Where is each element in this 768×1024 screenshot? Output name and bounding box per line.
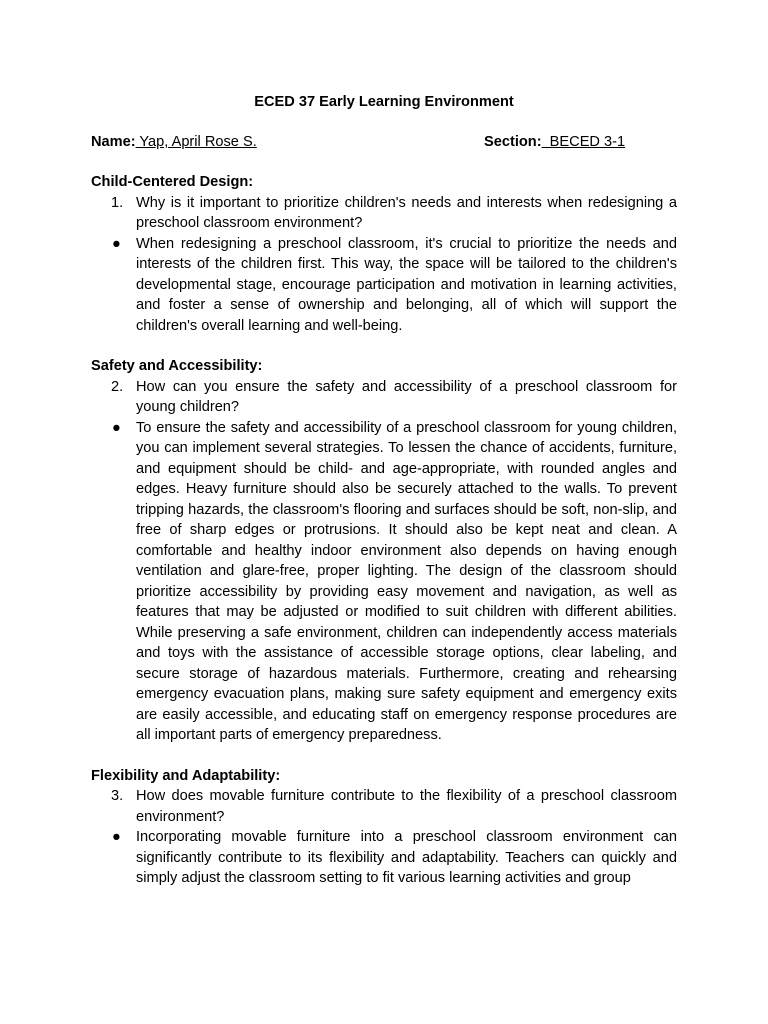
section-heading: Flexibility and Adaptability: xyxy=(91,767,281,784)
question-item xyxy=(91,193,677,234)
question-text: How does movable furniture contribute to the flexibility of a preschool classroom environment? xyxy=(136,788,677,825)
bullet-icon: ● xyxy=(112,829,121,845)
section-child-centered-design xyxy=(91,172,677,336)
section-heading: Child-Centered Design: xyxy=(91,174,254,190)
question-item xyxy=(91,786,677,827)
question-number: 2. xyxy=(111,378,124,395)
section-flexibility-adaptability xyxy=(91,766,677,889)
section-heading: Safety and Accessibility: xyxy=(91,358,263,374)
document-page xyxy=(91,92,677,909)
answer-item xyxy=(91,234,677,337)
name-value: Yap, April Rose S. xyxy=(135,134,257,150)
answer-text: To ensure the safety and accessibility of a preschool classroom for young children, you can implement several strategies. To lessen the chance of accidents, furniture, and equipment should be child- and age-appropriate, with rounded angles and edges. Heavy furniture should also be securely attached to the walls. To prevent tripping hazards, the classroom's flooring and surfaces should be soft, non-slip, and free of sharp edges or protrusions. It should also be kept neat and clean. A comfortable and healthy indoor environment also depends on having enough ventilation and glare-free, proper lighting. The design of the classroom should prioritize accessibility by providing easy movement and navigation, as well as features that may be adjusted or modified to suit children with different abilities. While preserving a safe environment, children can independently access materials and toys with the assistance of accessible storage options, clear labeling, and secure storage of hazardous materials. Furthermore, creating and rehearsing emergency evacuation plans, making sure safety equipment and emergency exits are easily accessible, and educating staff on emergency response procedures are all important parts of emergency preparedness. xyxy=(136,419,677,743)
question-number: 3. xyxy=(111,788,124,804)
student-info-row xyxy=(91,132,677,152)
answer-item xyxy=(91,827,677,889)
section-safety-accessibility xyxy=(91,356,677,746)
answer-item xyxy=(91,418,677,746)
section-label: Section: xyxy=(484,134,542,150)
bullet-icon: ● xyxy=(112,235,121,252)
section-value: BECED 3-1 xyxy=(541,134,626,150)
bullet-icon: ● xyxy=(112,419,121,436)
document-title: ECED 37 Early Learning Environment xyxy=(254,94,514,110)
question-item xyxy=(91,377,677,418)
answer-text: Incorporating movable furniture into a preschool classroom environment can significantly contribute to its flexibility and adaptability. Teachers can quickly and simply adjust the classroom setting to fit various learning activities and group xyxy=(136,829,677,886)
student-name xyxy=(91,132,257,152)
answer-text: When redesigning a preschool classroom, it's crucial to prioritize the needs and interests of the children first. This way, the space will be tailored to the children's developmental stage, encourage participation and motivation in learning activities, and foster a sense of ownership and belonging, all of which will support the children's overall learning and well-being. xyxy=(136,235,677,334)
question-number: 1. xyxy=(111,194,124,211)
student-section xyxy=(484,132,625,152)
name-label: Name: xyxy=(91,134,136,150)
question-text: Why is it important to prioritize children's needs and interests when redesigning a preschool classroom environment? xyxy=(136,194,677,231)
question-text: How can you ensure the safety and accessibility of a preschool classroom for young children? xyxy=(136,378,677,415)
